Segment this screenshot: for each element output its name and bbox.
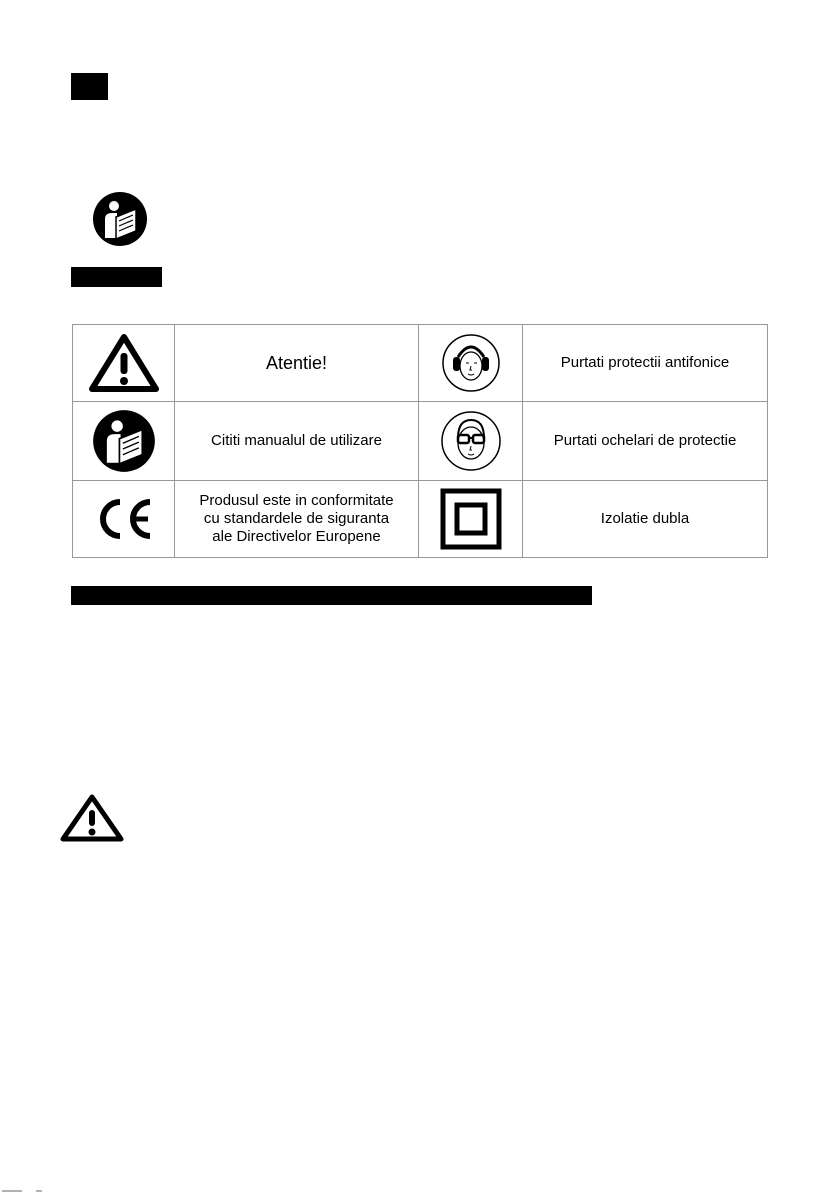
symbol-label-line: Produsul este in conformitate [199,491,394,509]
symbol-cell [419,325,523,402]
symbol-label-line: cu standardele de siguranta [203,509,390,527]
symbol-label-line: ale Directivelor Europene [212,527,381,545]
symbol-description [523,325,768,402]
redacted-bar-long [71,586,592,605]
symbol-cell [73,402,175,480]
symbols-table [72,324,768,558]
redacted-bar-top [71,73,108,100]
page-edge-mark [0,1186,60,1192]
double-insulation-icon [439,487,503,551]
symbol-cell [73,480,175,557]
redacted-bar-mid [71,267,162,287]
symbol-label: Cititi manualul de utilizare [211,431,382,449]
ear-protection-icon [441,333,501,393]
warning-triangle-icon [89,334,159,392]
read-manual-icon [92,191,148,247]
symbol-description [523,480,768,557]
symbol-description [175,480,419,557]
table-row [73,480,768,557]
warning-triangle-icon [60,794,124,842]
symbol-description [175,402,419,480]
table-row [73,402,768,480]
safety-glasses-icon [440,410,502,472]
symbol-description [175,325,419,402]
symbol-cell [419,402,523,480]
symbol-cell [73,325,175,402]
read-manual-icon [92,409,156,473]
symbol-label: Izolatie dubla [600,509,690,527]
ce-mark-icon [93,497,155,541]
symbol-cell [419,480,523,557]
table-row [73,325,768,402]
symbol-label: Purtati protectii antifonice [560,354,730,372]
symbol-label: Atentie! [265,353,328,374]
symbol-description [523,402,768,480]
symbol-label: Purtati ochelari de protectie [553,431,737,449]
